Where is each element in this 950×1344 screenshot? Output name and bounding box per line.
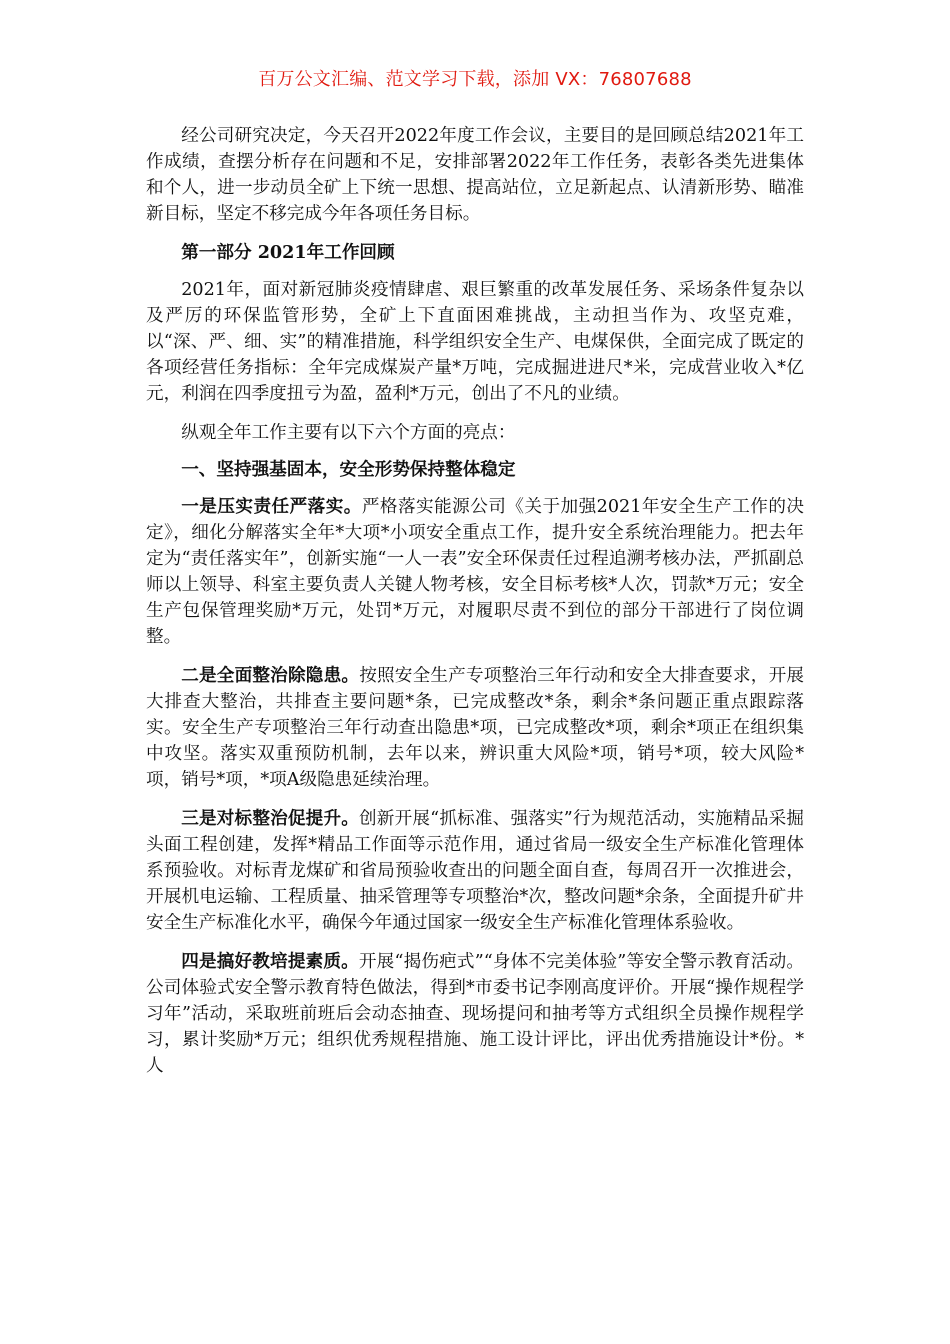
header-watermark: 百万公文汇编、范文学习下载，添加 VX：76807688 xyxy=(258,69,692,90)
section1-heading: 一、坚持强基固本，安全形势保持整体稳定 xyxy=(181,459,516,480)
item-text: 开展“揭伤疤式”“身体不完美体验”等安全警示教育活动。公司体验式安全警示教育特色做法，得到*市委书记李刚高度评价。开展“操作规程学习年”活动，采取班前班后会动态抽查、现场提问和抽考等方式组织全员操作规程学习，累计奖励*万元；组织优秀规程措施、施工设计评比，评出优秀措施设计*份。*人 xyxy=(146,952,804,1076)
item-paragraph xyxy=(146,949,804,1079)
item-lead: 一是压实责任严落实。 xyxy=(181,496,362,517)
overview-paragraph: 纵观全年工作主要有以下六个方面的亮点： xyxy=(181,423,516,443)
review-paragraph: 2021年，面对新冠肺炎疫情肆虐、艰巨繁重的改革发展任务、采场条件复杂以及严厉的环保监管形势，全矿上下直面困难挑战，主动担当作为、攻坚克难，以“深、严、细、实”的精准措施，科学组织安全生产、电煤保供，全面完成了既定的各项经营任务指标：全年完成煤炭产量*万吨，完成掘进进尺*米，完成营业收入*亿元，利润在四季度扭亏为盈，盈利*万元，创出了不凡的业绩。 xyxy=(146,280,804,404)
item-text: 创新开展“抓标准、强落实”行为规范活动，实施精品采掘头面工程创建，发挥*精品工作面等示范作用，通过省局一级安全生产标准化管理体系预验收。对标青龙煤矿和省局预验收查出的问题全面自查，每周召开一次推进会，开展机电运输、工程质量、抽采管理等专项整治*次，整改问题*余条，全面提升矿井安全生产标准化水平，确保今年通过国家一级安全生产标准化管理体系验收。 xyxy=(146,809,804,933)
intro-paragraph: 经公司研究决定，今天召开2022年度工作会议，主要目的是回顾总结2021年工作成绩，查摆分析存在问题和不足，安排部署2022年工作任务，表彰各类先进集体和个人，进一步动员全矿上下统一思想、提高站位，立足新起点、认清新形势、瞄准新目标，坚定不移完成今年各项任务目标。 xyxy=(146,126,804,224)
item-text: 严格落实能源公司《关于加强2021年安全生产工作的决定》，细化分解落实全年*大项*小项安全重点工作，提升安全系统治理能力。把去年定为“责任落实年”，创新实施“一人一表”安全环保责任过程追溯考核办法，严抓副总师以上领导、科室主要负责人关键人物考核，安全目标考核*人次，罚款*万元；安全生产包保管理奖励*万元，处罚*万元，对履职尽责不到位的部分干部进行了岗位调整。 xyxy=(146,497,804,647)
item-lead: 二是全面整治除隐患。 xyxy=(181,665,360,686)
document-body xyxy=(146,123,804,1092)
item-text: 按照安全生产专项整治三年行动和安全大排查要求，开展大排查大整治，共排查主要问题*条，已完成整改*条，剩余*条问题正重点跟踪落实。安全生产专项整治三年行动查出隐患*项，已完成整改*项，剩余*项正在组织集中攻坚。落实双重预防机制，去年以来，辨识重大风险*项，销号*项，较大风险*项，销号*项，*项A级隐患延续治理。 xyxy=(146,666,804,790)
item-lead: 三是对标整治促提升。 xyxy=(181,808,360,829)
item-paragraph xyxy=(146,806,804,936)
item-paragraph xyxy=(146,663,804,793)
item-lead: 四是搞好教培提素质。 xyxy=(181,951,359,972)
item-paragraph xyxy=(146,494,804,650)
part1-heading: 第一部分 2021年工作回顾 xyxy=(181,242,395,263)
